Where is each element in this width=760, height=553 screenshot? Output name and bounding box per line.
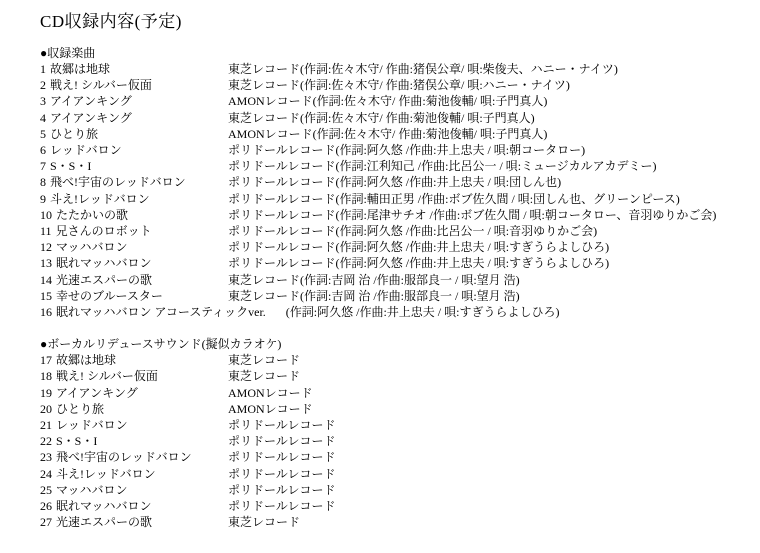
track-title-cell [40,142,228,158]
track-row [40,498,754,514]
track-title-cell [40,272,228,288]
track-label-credit: ポリドールレコード(作詞:輔田正男 /作曲:ボブ佐久間 / 唄:団しん也、グリーンピース) [228,191,680,206]
track-label-credit: 東芝レコード(作詞:佐々木守/ 作曲:菊池俊輔/ 唄:子門真人) [228,110,535,125]
section-header: ●ボーカルリデュースサウンド(擬似カラオケ) [40,337,282,352]
track-row [40,288,754,304]
track-row [40,304,754,320]
track-title-cell [40,401,228,417]
page-title: CD収録内容(予定) [40,12,182,31]
track-label-credit: ポリドールレコード [228,466,336,481]
track-title-cell [40,368,228,384]
track-number: 16 [40,305,52,320]
track-row [40,77,754,93]
track-title: マッハバロン [56,240,128,255]
track-title: ひとり旅 [56,401,105,416]
track-row [40,126,754,142]
track-title-cell [40,433,228,449]
track-row [40,272,754,288]
track-label-credit: ポリドールレコード [228,499,336,514]
track-title-cell [40,126,228,142]
track-title: アイアンキング [50,110,132,125]
track-title: 故郷は地球 [56,353,117,368]
track-title-cell [40,417,228,433]
track-row [40,223,754,239]
track-title: 幸せのブルースター [56,288,163,303]
track-title-cell [40,110,228,126]
track-section [40,336,754,530]
track-label-credit: ポリドールレコード [228,450,336,465]
track-number: 5 [40,126,46,141]
track-number: 8 [40,175,46,190]
track-row [40,158,754,174]
track-title: アイアンキング [56,385,138,400]
track-title: 兄さんのロボット [55,224,152,239]
track-number: 23 [40,450,52,465]
track-row [40,368,754,384]
track-number: 17 [40,353,52,368]
track-label-credit: 東芝レコード [228,353,301,368]
track-title: 斗え!レッドバロン [50,191,150,206]
track-title: マッハバロン [56,482,128,497]
track-row [40,174,754,190]
track-title: 眠れマッハバロン アコースティックver. [56,305,266,320]
track-title-cell [40,352,228,368]
track-title: 飛べ!宇宙のレッドバロン [56,450,192,465]
track-label-credit: AMONレコード(作詞:佐々木守/ 作曲:菊池俊輔/ 唄:子門真人) [228,126,548,141]
track-title-cell [40,304,286,320]
track-title-cell [40,207,228,223]
sections-container [40,45,754,530]
track-label-credit: ポリドールレコード(作詞:阿久悠 /作曲:井上忠夫 / 唄:すぎうらよしひろ) [228,256,610,271]
track-title: 眠れマッハバロン [56,499,152,514]
track-label-credit: 東芝レコード [228,515,301,530]
track-number: 27 [40,515,52,530]
track-title: 故郷は地球 [50,62,111,76]
track-number: 4 [40,110,46,125]
track-row [40,255,754,271]
track-number: 3 [40,94,46,109]
track-row [40,433,754,449]
track-label-credit: 東芝レコード(作詞:佐々木守/ 作曲:猪俣公章/ 唄:ハニー・ナイツ) [228,78,570,93]
track-title-cell [40,514,228,530]
track-label-credit: 東芝レコード [228,369,301,384]
track-row [40,514,754,530]
track-number: 22 [40,434,52,449]
track-row [40,110,754,126]
track-label-credit: (作詞:阿久悠 /作曲:井上忠夫 / 唄:すぎうらよしひろ) [285,305,560,320]
track-row [40,401,754,417]
track-title-cell [40,255,228,271]
track-list [40,352,754,530]
track-number: 14 [40,272,52,287]
track-title-cell [40,288,228,304]
track-label-credit: ポリドールレコード [228,434,336,449]
track-title-cell [40,466,228,482]
track-row [40,466,754,482]
track-label-credit: ポリドールレコード(作詞:阿久悠 /作曲:井上忠夫 / 唄:朝コータロー) [228,143,586,158]
track-label-credit: AMONレコード(作詞:佐々木守/ 作曲:菊池俊輔/ 唄:子門真人) [228,94,548,109]
track-number: 11 [40,224,52,239]
track-title-cell [40,223,228,239]
track-row [40,142,754,158]
track-number: 1 [40,62,46,76]
track-number: 7 [40,159,46,174]
track-title: 戦え! シルバー仮面 [50,78,152,93]
track-title-cell [40,191,228,207]
track-title: 光速エスパーの歌 [56,515,153,530]
track-number: 10 [40,207,52,222]
track-row [40,482,754,498]
track-row [40,93,754,109]
track-title: S・S・I [50,159,92,174]
track-number: 6 [40,143,46,158]
track-title: 戦え! シルバー仮面 [56,369,158,384]
track-number: 12 [40,240,52,255]
track-label-credit: 東芝レコード(作詞:佐々木守/ 作曲:猪俣公章/ 唄:柴俊夫、ハニー・ナイツ) [228,62,618,76]
track-row [40,417,754,433]
track-title: アイアンキング [50,94,132,109]
track-row [40,61,754,77]
track-row [40,239,754,255]
track-number: 19 [40,385,52,400]
track-label-credit: AMONレコード [228,401,313,416]
track-label-credit: 東芝レコード(作詞:吉岡 治 /作曲:服部良一 / 唄:望月 浩) [228,288,520,303]
track-title: たたかいの歌 [56,207,129,222]
track-number: 25 [40,482,52,497]
track-title-cell [40,482,228,498]
track-label-credit: ポリドールレコード [228,482,336,497]
track-title-cell [40,61,228,77]
track-title-cell [40,239,228,255]
track-number: 15 [40,288,52,303]
track-label-credit: 東芝レコード(作詞:吉岡 治 /作曲:服部良一 / 唄:望月 浩) [228,272,520,287]
track-section [40,45,754,320]
track-title-cell [40,77,228,93]
section-header: ●収録楽曲 [40,46,96,60]
track-label-credit: AMONレコード [228,385,313,400]
track-row [40,385,754,401]
track-title: 眠れマッハバロン [56,256,152,271]
track-row [40,352,754,368]
track-label-credit: ポリドールレコード(作詞:阿久悠 /作曲:井上忠夫 / 唄:すぎうらよしひろ) [228,240,610,255]
track-list [40,61,754,320]
track-title-cell [40,174,228,190]
track-row [40,191,754,207]
track-number: 20 [40,401,52,416]
track-title: レッドバロン [56,418,128,433]
track-title-cell [40,498,228,514]
track-number: 21 [40,418,52,433]
track-title: S・S・I [56,434,98,449]
track-row [40,207,754,223]
track-number: 18 [40,369,52,384]
track-title: 斗え!レッドバロン [56,466,156,481]
track-label-credit: ポリドールレコード(作詞:阿久悠 /作曲:井上忠夫 / 唄:団しん也) [228,175,562,190]
track-number: 9 [40,191,46,206]
track-title-cell [40,449,228,465]
track-label-credit: ポリドールレコード(作詞:江利知己 /作曲:比呂公一 / 唄:ミュージカルアカデミー) [228,159,657,174]
track-number: 24 [40,466,52,481]
track-title: 光速エスパーの歌 [56,272,153,287]
track-title: レッドバロン [50,143,122,158]
track-number: 2 [40,78,46,93]
track-label-credit: ポリドールレコード(作詞:尾津サチオ /作曲:ボブ佐久間 / 唄:朝コータロー、音羽ゆりかご会) [228,207,717,222]
track-title-cell [40,385,228,401]
track-title-cell [40,93,228,109]
track-number: 26 [40,499,52,514]
track-title-cell [40,158,228,174]
track-title: 飛べ!宇宙のレッドバロン [50,175,186,190]
track-label-credit: ポリドールレコード(作詞:阿久悠 /作曲:比呂公一 / 唄:音羽ゆりかご会) [228,224,598,239]
track-row [40,449,754,465]
track-number: 13 [40,256,52,271]
track-label-credit: ポリドールレコード [228,418,336,433]
track-title: ひとり旅 [50,126,99,141]
